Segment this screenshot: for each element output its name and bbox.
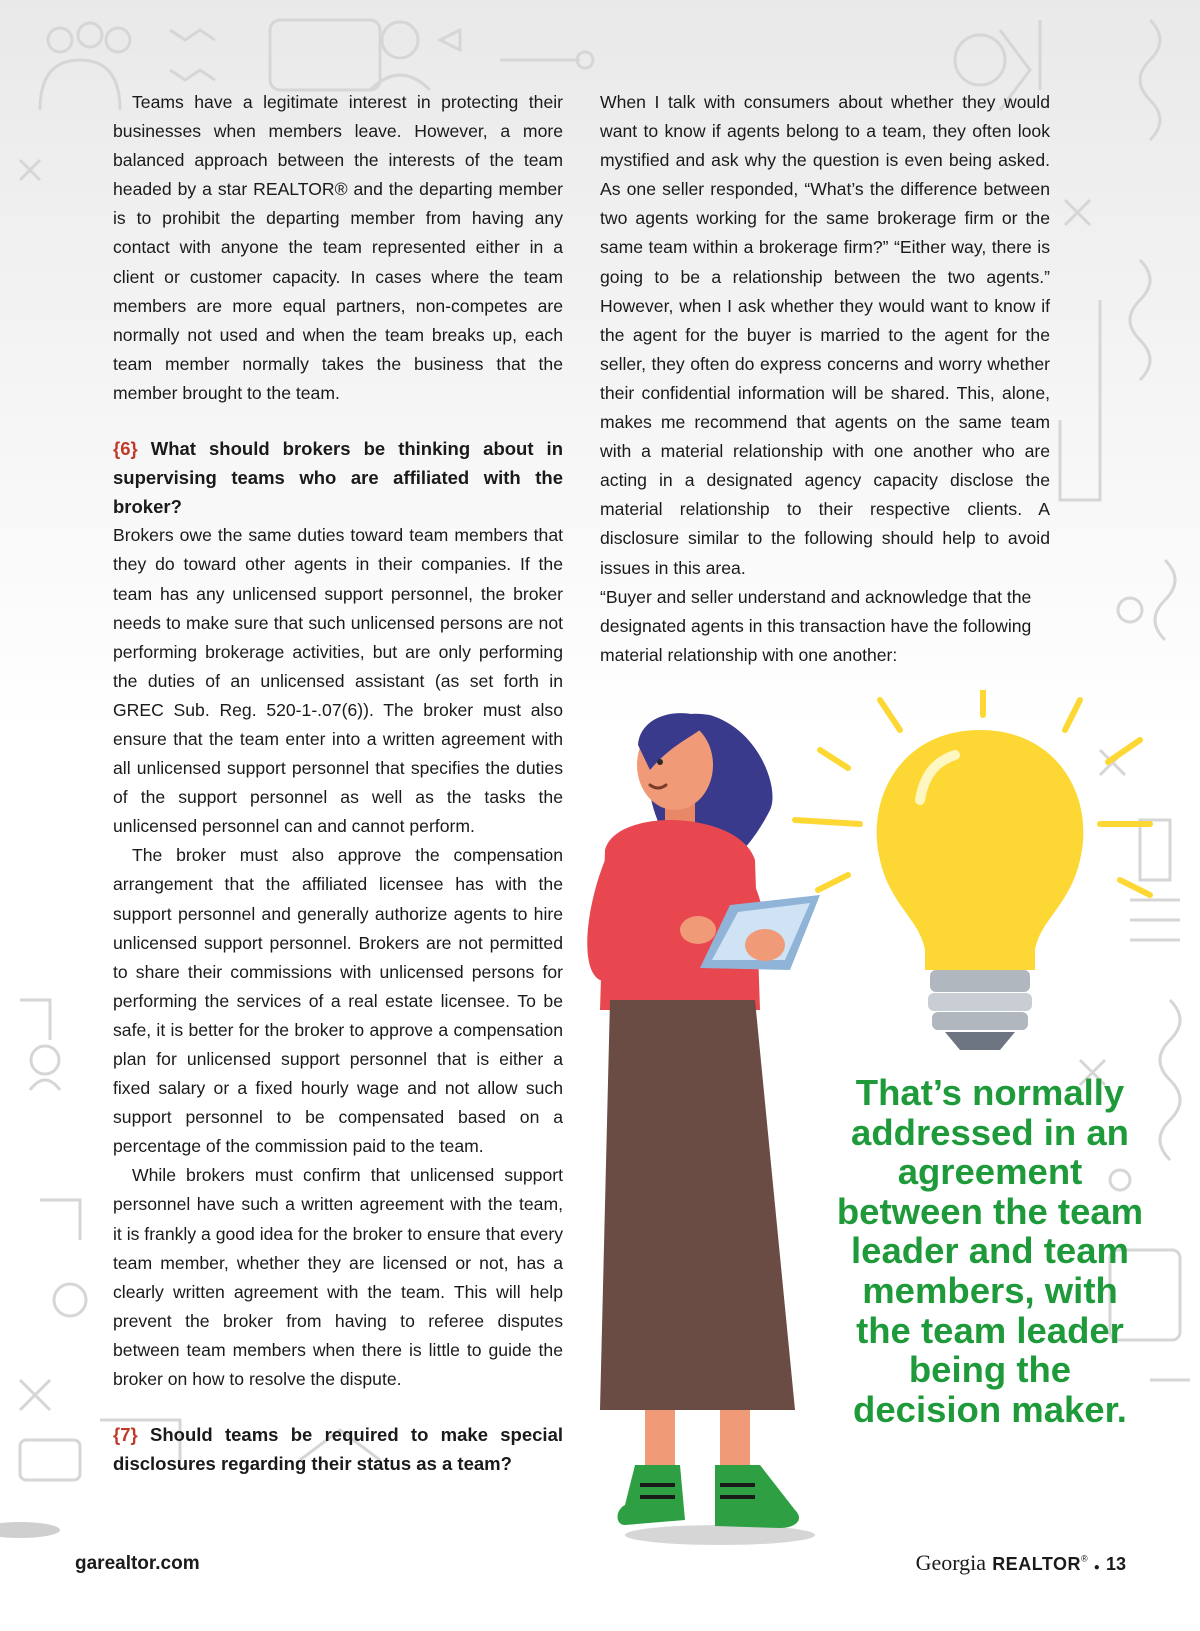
- magazine-footer: [916, 1550, 1126, 1576]
- page-number: 13: [1105, 1554, 1126, 1574]
- question-text: Should teams be required to make special disclosures regarding their status as a team?: [113, 1424, 564, 1475]
- question-text: What should brokers be thinking about in supervising teams who are affiliated with the broker?: [113, 438, 563, 518]
- paragraph: While brokers must confirm that unlicensed support personnel have such a written agreement with the team, it is frankly a good idea for the broker to ensure that every team member, whether they are licensed or not, has a clearly written agreement with the team. This will help prevent the broker from having to referee disputes between team members when there is little to guide the broker on how to resolve the dispute.: [113, 1165, 563, 1390]
- question-heading-6: [113, 434, 563, 521]
- magazine-name-georgia: Georgia: [915, 1550, 987, 1575]
- disclosure-quote: “Buyer and seller understand and acknowledge that the designated agents in this transaction have the following material relationship with one another:: [600, 586, 1032, 665]
- paragraph: When I talk with consumers about whether they would want to know if agents belong to a team, they often look mystified and ask why the question is even being asked. As one seller responded, “What’s the difference between two agents working for the same brokerage firm or the same team within a brokerage firm?” “Either way, there is going to be a relationship between the two agents.” However, when I ask whether they would want to know if the agent for the buyer is married to the agent for the seller, they often do express concerns and worry whether their confidential information will be shared. This, alone, makes me recommend that agents on the same team with a material relationship with one another who are acting in a designated agency capacity disclose the material relationship to their respective clients. A disclosure similar to the following should help to avoid issues in this area.: [600, 92, 1050, 578]
- website-link[interactable]: garealtor.com: [75, 1553, 200, 1574]
- light-bulb-icon: [877, 730, 1084, 1050]
- registered-mark: ®: [1081, 1553, 1088, 1564]
- question-heading-7: [113, 1420, 563, 1478]
- paragraph: Brokers owe the same duties toward team members that they do toward other agents in their companies. If the team has any unlicensed support personnel, the broker needs to make sure that such unlicensed persons are not performing brokerage activities, but are only performing the duties of an unlicensed assistant (as set forth in GREC Sub. Reg. 520-1-.07(6)). The broker must also ensure that the team enter into a written agreement with all unlicensed support personnel that specifies the duties of the support personnel as well as the tasks the unlicensed personnel can and cannot perform.: [113, 525, 563, 837]
- question-number: {6}: [113, 438, 138, 460]
- question-number: {7}: [113, 1424, 138, 1446]
- pull-quote: That’s normally addressed in an agreement between the team leader and team members, with the team leader being the decision maker.: [836, 1072, 1144, 1430]
- separator-dot-icon: ●: [1093, 1562, 1100, 1573]
- paragraph: The broker must also approve the compensation arrangement that the affiliated licensee has with the support personnel and generally authorize agents to hire unlicensed support personnel. Brokers are not permitted to share their commissions with unlicensed persons for performing the services of a real estate licensee. To be safe, it is better for the broker to approve a compensation plan for unlicensed support personnel that is either a fixed salary or a fixed hourly wage and not allow such support personnel to be compensated based on a percentage of the commission paid to the team.: [113, 845, 563, 1157]
- right-column: [600, 88, 1050, 670]
- left-column: [113, 88, 563, 1478]
- magazine-name-realtor: REALTOR: [992, 1554, 1082, 1574]
- woman-figure: [587, 713, 820, 1545]
- paragraph: Teams have a legitimate interest in protecting their businesses when members leave. However, a more balanced approach between the interests of the team headed by a star REALTOR® and the departing member is to prohibit the departing member from having any contact with anyone the team represented either in a client or customer capacity. In cases where the team members are more equal partners, non-competes are normally not used and when the team breaks up, each team member normally takes the business that the member brought to the team.: [113, 92, 563, 403]
